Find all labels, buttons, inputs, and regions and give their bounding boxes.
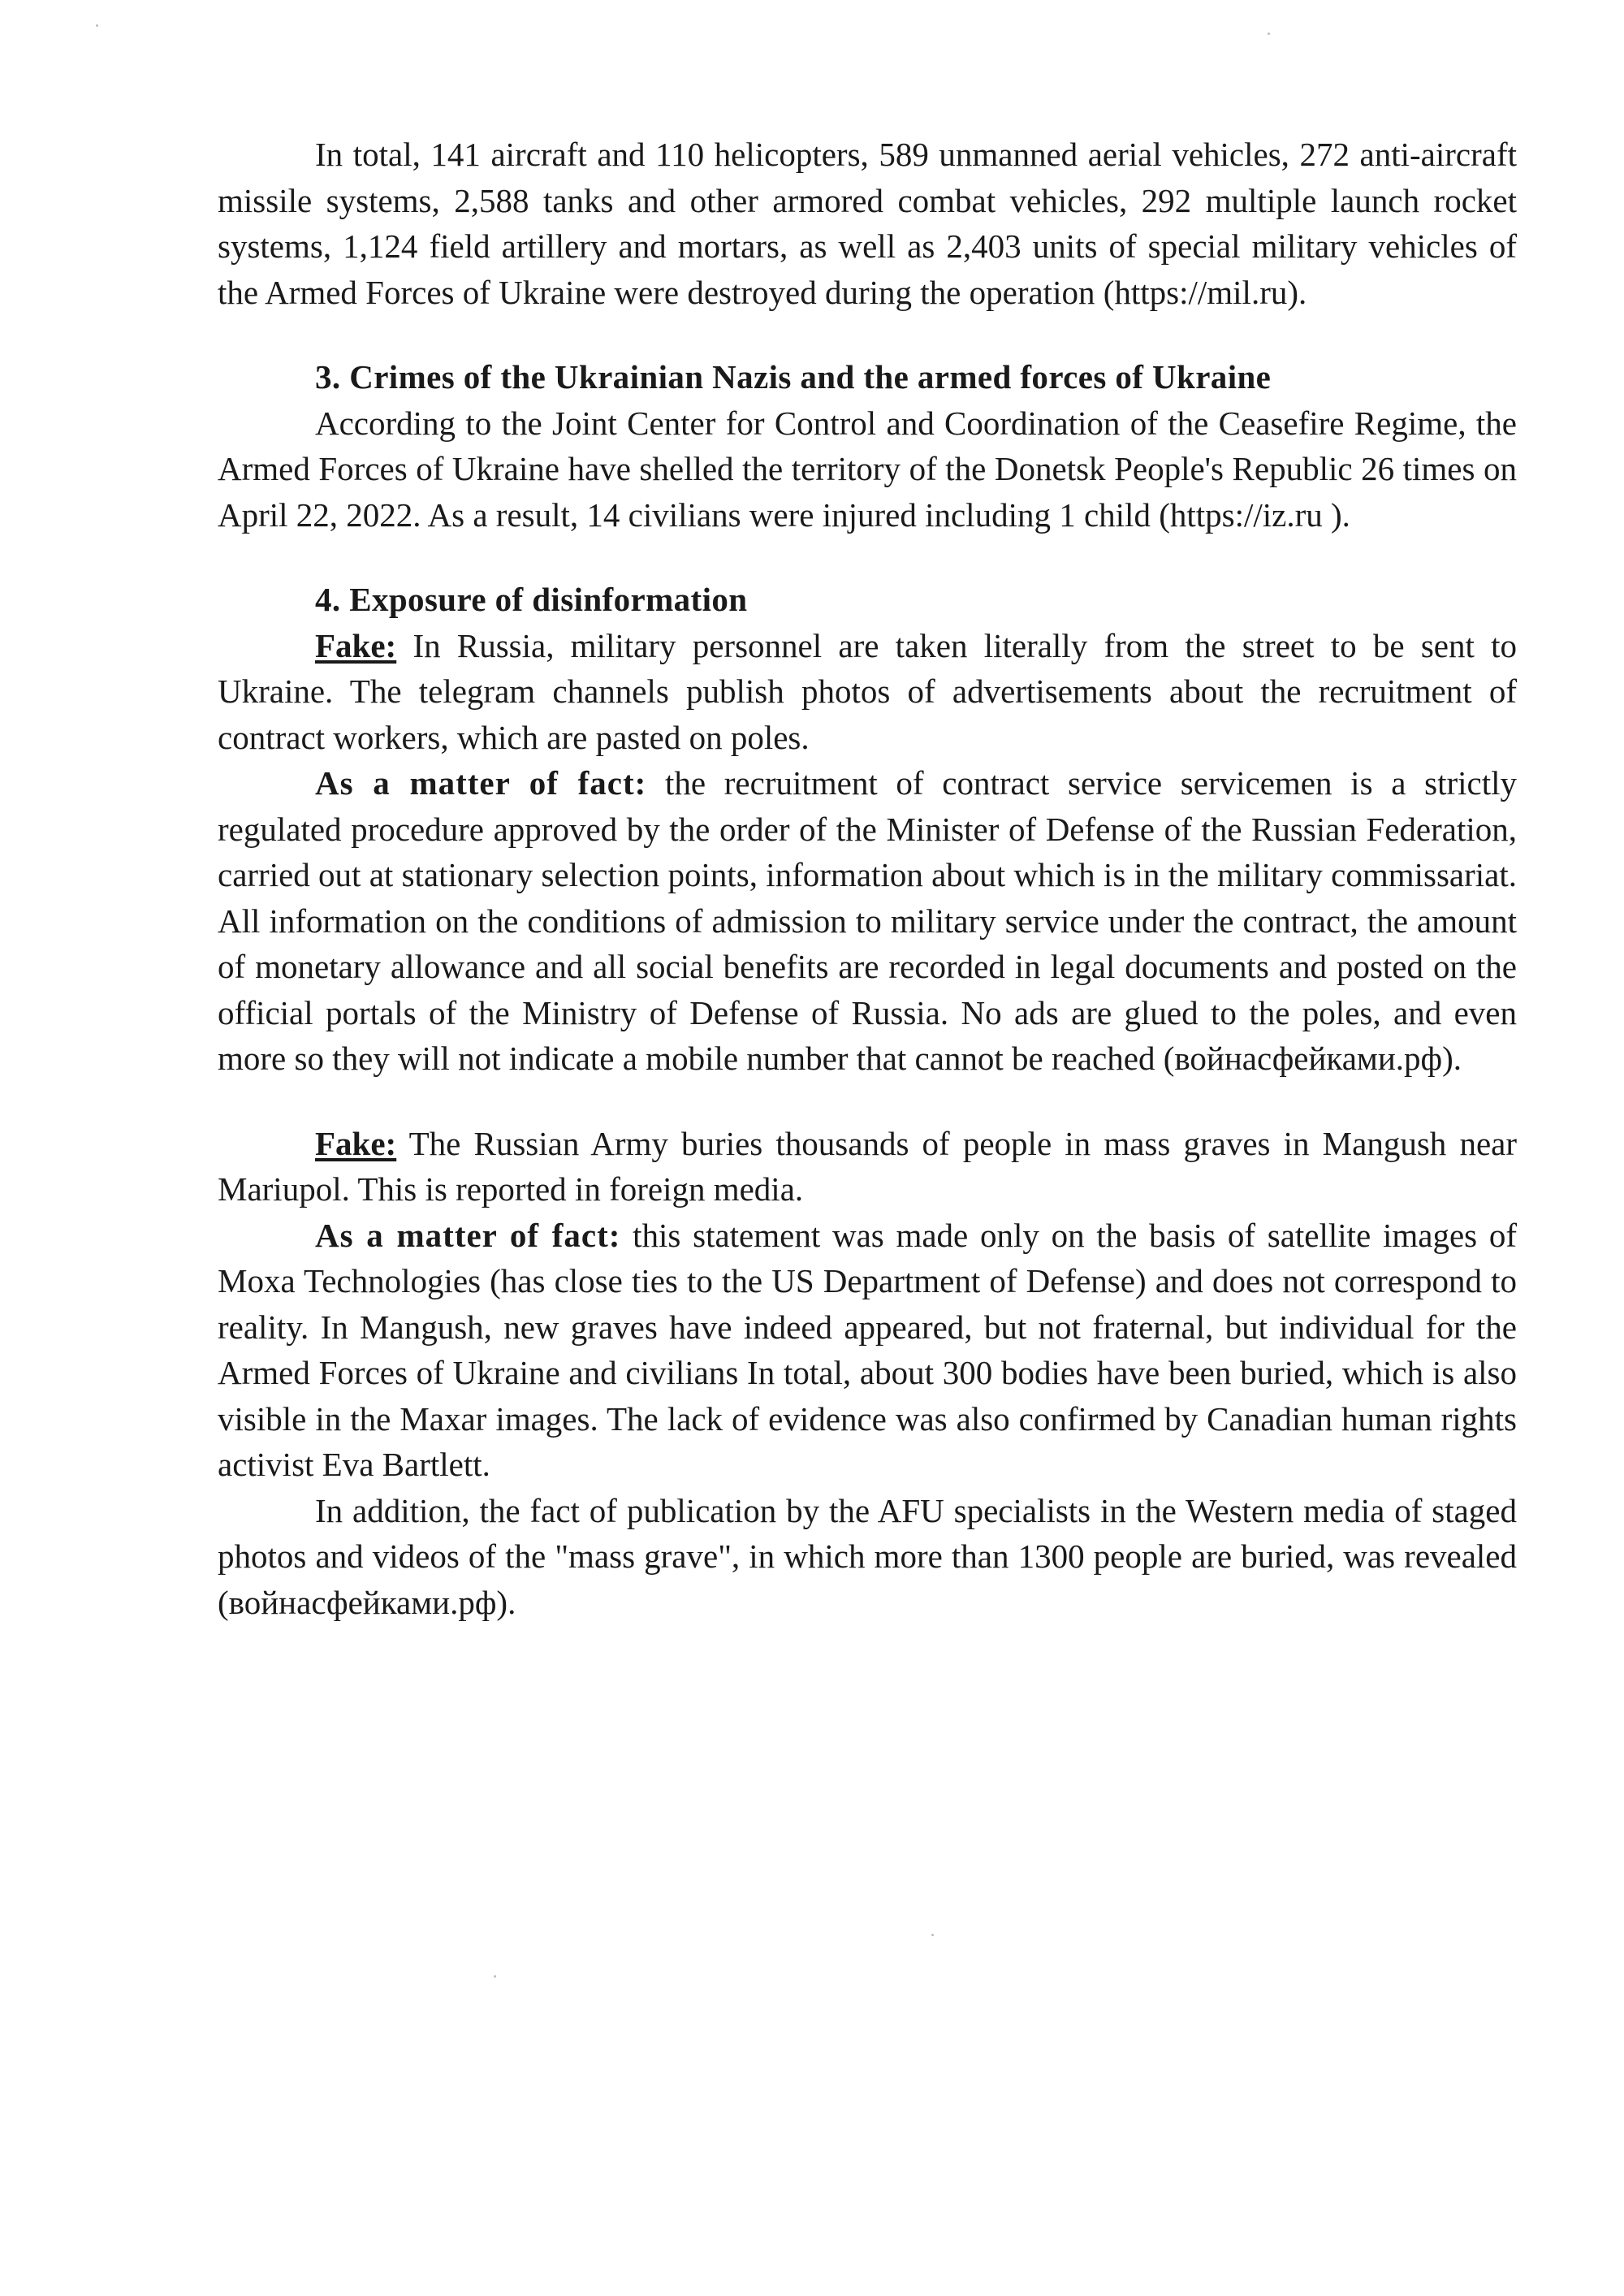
fake-label: Fake: [315,1124,397,1162]
fake-2-paragraph [218,1121,1517,1213]
fake-1-text: In Russia, military personnel are taken literally from the street to be sent to Ukraine. The telegram channels publish photos of advertisements about the recruitment of contract workers, which are pasted on poles. [218,626,1517,756]
section-3-paragraph: According to the Joint Center for Control and Coordination of the Ceasefire Regime, the Armed Forces of Ukraine have shelled the territory of the Donetsk People's Republic 26 times on April 22, 2022. As a result, 14 civilians were injured including 1 child (https://iz.ru ). [218,404,1517,534]
fact-label: As a matter of fact: [315,1216,621,1254]
fact-2-paragraph [218,1213,1517,1488]
document-page [218,132,1517,1625]
section-3-heading: 3. Crimes of the Ukrainian Nazis and the armed forces of Ukraine [315,358,1272,396]
spacer [218,315,1517,354]
scan-speck [96,24,98,27]
fake-1-paragraph [218,623,1517,761]
intro-paragraph: In total, 141 aircraft and 110 helicopters, 589 unmanned aerial vehicles, 272 anti-aircraft missile systems, 2,588 tanks and other armored combat vehicles, 292 multiple launch rocket systems, 1,124 field artillery and mortars, as well as 2,403 units of special military vehicles of the Armed Forces of Ukraine were destroyed during the operation (https://mil.ru). [218,136,1517,311]
fact-1-paragraph [218,760,1517,1082]
fact-label: As a matter of fact: [315,764,647,802]
fake-label: Fake: [315,626,397,664]
spacer [218,538,1517,577]
section-4-heading: 4. Exposure of disinformation [315,581,748,618]
scan-speck [1268,32,1270,35]
fact-2-text: this statement was made only on the basis of satellite images of Moxa Technologies (has close ties to the US Department of Defense) and does not correspond to reality. In Mangush, new graves have indeed appeared, but not fraternal, but individual for the Armed Forces of Ukraine and civilians In total, about 300 bodies have been buried, which is also visible in the Maxar images. The lack of evidence was also confirmed by Canadian human rights activist Eva Bartlett. [218,1216,1517,1483]
spacer [218,1082,1517,1121]
fact-1-text: the recruitment of contract service servicemen is a strictly regulated procedure approved by the order of the Minister of Defense of the Russian Federation, carried out at stationary selection points, information about which is in the military commissariat. All information on the conditions of admission to military service under the contract, the amount of monetary allowance and all social benefits are recorded in legal documents and posted on the official portals of the Ministry of Defense of Russia. No ads are glued to the poles, and even more so they will not indicate a mobile number that cannot be reached (войнасфейками.рф). [218,764,1517,1077]
scan-speck [931,1934,934,1936]
scan-speck [494,1975,496,1978]
fake-2-text: The Russian Army buries thousands of people in mass graves in Mangush near Mariupol. This is reported in foreign media. [218,1124,1517,1208]
addition-paragraph: In addition, the fact of publication by the AFU specialists in the Western media of staged photos and videos of the "mass grave", in which more than 1300 people are buried, was revealed (войнасфейками.рф). [218,1491,1517,1621]
